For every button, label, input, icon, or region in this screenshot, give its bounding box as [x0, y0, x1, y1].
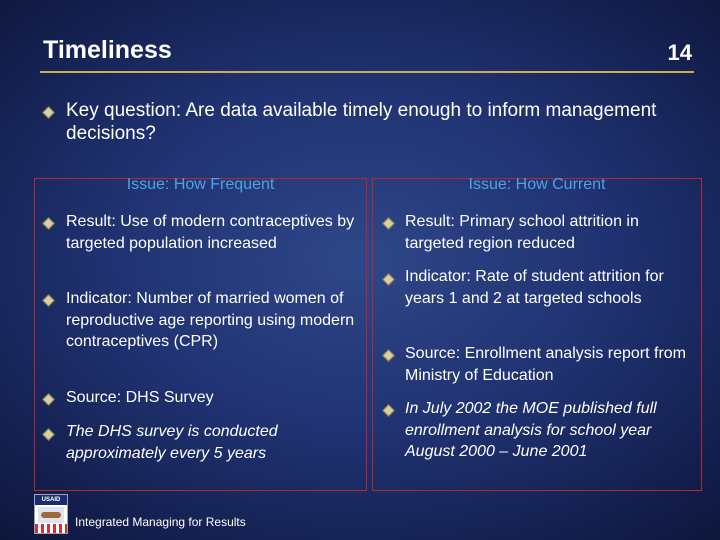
logo-label: USAID — [35, 495, 67, 505]
left-item-note: The DHS survey is conducted approximately every 5 years — [66, 423, 278, 462]
right-item-indicator: Indicator: Rate of student attrition for years 1 and 2 at targeted schools — [405, 268, 664, 307]
footer-text: Integrated Managing for Results — [75, 515, 246, 529]
right-item-result: Result: Primary school attrition in targeted region reduced — [405, 213, 639, 252]
right-item-note: In July 2002 the MOE published full enrollment analysis for school year August 2000 – June 2001 — [405, 400, 657, 460]
title-divider — [40, 71, 694, 73]
usaid-logo — [34, 494, 68, 534]
left-item-result: Result: Use of modern contraceptives by targeted population increased — [66, 213, 355, 252]
key-question: Key question: Are data available timely enough to inform management decisions? — [66, 100, 657, 144]
slide-title: Timeliness — [43, 36, 172, 64]
logo-stripes — [35, 524, 67, 533]
box-heading-current: Issue: How Current — [468, 176, 606, 193]
right-item-source: Source: Enrollment analysis report from Ministry of Education — [405, 345, 686, 384]
left-item-source: Source: DHS Survey — [66, 389, 214, 406]
page-number: 14 — [667, 40, 692, 65]
diamond-bullet-icon — [42, 106, 55, 119]
box-heading-frequent: Issue: How Frequent — [126, 176, 275, 193]
left-item-indicator: Indicator: Number of married women of reproductive age reporting using modern contraceptives (CPR) — [66, 290, 355, 350]
handshake-icon — [41, 512, 61, 518]
